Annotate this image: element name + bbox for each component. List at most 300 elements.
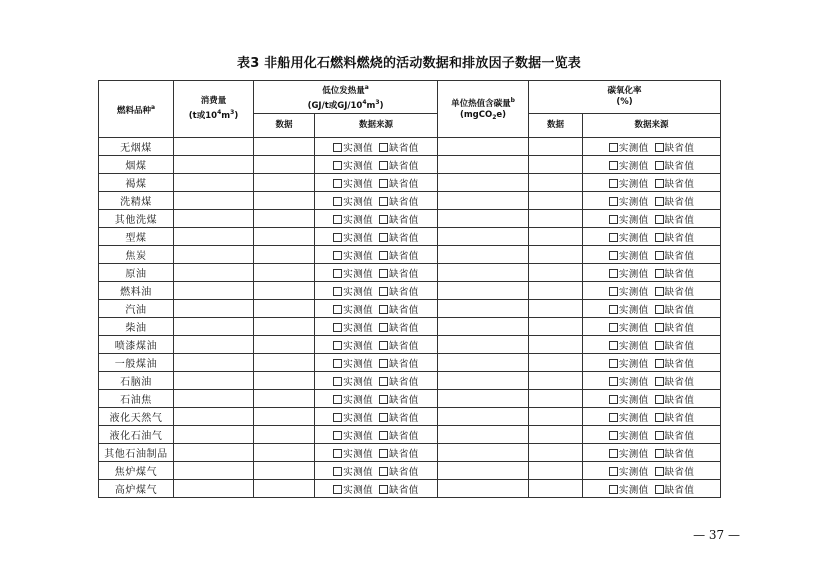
ncv-data-cell[interactable] [254, 192, 315, 210]
default-checkbox[interactable] [379, 179, 419, 190]
carbon-content-cell[interactable] [438, 192, 529, 210]
measured-checkbox[interactable] [609, 485, 649, 496]
data-source-options [583, 246, 721, 264]
data-source-options [315, 210, 438, 228]
checkbox-label: 实测值 [618, 178, 649, 190]
checkbox-icon[interactable] [655, 143, 664, 152]
default-checkbox[interactable] [379, 377, 419, 388]
default-checkbox[interactable] [379, 233, 419, 244]
checkbox-icon[interactable] [609, 467, 618, 476]
default-checkbox[interactable] [379, 161, 419, 172]
checkbox-label: 缺省值 [389, 412, 419, 424]
data-source-options [583, 138, 721, 156]
measured-checkbox[interactable] [333, 287, 373, 298]
checkbox-label: 缺省值 [664, 250, 695, 262]
ncv-data-cell[interactable] [254, 282, 315, 300]
ncv-data-cell[interactable] [254, 372, 315, 390]
checkbox-icon[interactable] [655, 251, 664, 260]
default-checkbox[interactable] [379, 359, 419, 370]
default-checkbox[interactable] [655, 287, 695, 298]
measured-checkbox[interactable] [609, 467, 649, 478]
checkbox-label: 缺省值 [389, 142, 419, 154]
consumption-cell[interactable] [174, 156, 254, 174]
checkbox-label: 缺省值 [664, 322, 695, 334]
oxidation-data-cell[interactable] [529, 174, 583, 192]
checkbox-icon[interactable] [333, 233, 342, 242]
carbon-content-cell[interactable] [438, 372, 529, 390]
checkbox-icon[interactable] [609, 179, 618, 188]
fuel-name: 石油焦 [99, 390, 174, 408]
checkbox-icon[interactable] [379, 161, 388, 170]
checkbox-icon[interactable] [379, 485, 388, 494]
checkbox-icon[interactable] [655, 341, 664, 350]
default-checkbox[interactable] [379, 305, 419, 316]
oxidation-data-cell[interactable] [529, 462, 583, 480]
checkbox-label: 缺省值 [389, 160, 419, 172]
measured-checkbox[interactable] [333, 323, 373, 334]
oxidation-data-cell[interactable] [529, 156, 583, 174]
checkbox-icon[interactable] [333, 449, 342, 458]
checkbox-icon[interactable] [609, 197, 618, 206]
checkbox-icon[interactable] [609, 143, 618, 152]
consumption-cell[interactable] [174, 210, 254, 228]
measured-checkbox[interactable] [333, 395, 373, 406]
measured-checkbox[interactable] [609, 413, 649, 424]
checkbox-icon[interactable] [333, 359, 342, 368]
data-source-options [315, 156, 438, 174]
oxidation-data-cell[interactable] [529, 354, 583, 372]
measured-checkbox[interactable] [609, 431, 649, 442]
ncv-data-cell[interactable] [254, 264, 315, 282]
default-checkbox[interactable] [655, 197, 695, 208]
oxidation-data-cell[interactable] [529, 444, 583, 462]
consumption-cell[interactable] [174, 228, 254, 246]
default-checkbox[interactable] [655, 143, 695, 154]
default-checkbox[interactable] [379, 467, 419, 478]
measured-checkbox[interactable] [333, 197, 373, 208]
fuel-name: 无烟煤 [99, 138, 174, 156]
carbon-content-cell[interactable] [438, 156, 529, 174]
checkbox-icon[interactable] [655, 431, 664, 440]
oxidation-data-cell[interactable] [529, 426, 583, 444]
measured-checkbox[interactable] [333, 377, 373, 388]
ncv-data-cell[interactable] [254, 426, 315, 444]
table-row [99, 408, 721, 426]
checkbox-icon[interactable] [655, 287, 664, 296]
measured-checkbox[interactable] [609, 233, 649, 244]
measured-checkbox[interactable] [333, 449, 373, 460]
data-source-options [583, 426, 721, 444]
measured-checkbox[interactable] [609, 395, 649, 406]
measured-checkbox[interactable] [609, 143, 649, 154]
checkbox-icon[interactable] [655, 449, 664, 458]
carbon-content-cell[interactable] [438, 228, 529, 246]
checkbox-icon[interactable] [655, 215, 664, 224]
default-checkbox[interactable] [655, 305, 695, 316]
checkbox-label: 实测值 [618, 340, 649, 352]
checkbox-label: 缺省值 [389, 466, 419, 478]
checkbox-icon[interactable] [333, 467, 342, 476]
default-checkbox[interactable] [655, 341, 695, 352]
checkbox-icon[interactable] [333, 395, 342, 404]
ncv-data-cell[interactable] [254, 444, 315, 462]
checkbox-icon[interactable] [609, 161, 618, 170]
checkbox-icon[interactable] [333, 161, 342, 170]
default-checkbox[interactable] [379, 287, 419, 298]
default-checkbox[interactable] [379, 341, 419, 352]
oxidation-data-cell[interactable] [529, 264, 583, 282]
checkbox-icon[interactable] [379, 395, 388, 404]
carbon-content-cell[interactable] [438, 390, 529, 408]
checkbox-label: 实测值 [618, 448, 649, 460]
oxidation-data-cell[interactable] [529, 246, 583, 264]
measured-checkbox[interactable] [333, 251, 373, 262]
measured-checkbox[interactable] [609, 323, 649, 334]
carbon-content-cell[interactable] [438, 318, 529, 336]
measured-checkbox[interactable] [333, 413, 373, 424]
measured-checkbox[interactable] [333, 431, 373, 442]
consumption-cell[interactable] [174, 426, 254, 444]
checkbox-icon[interactable] [379, 143, 388, 152]
default-checkbox[interactable] [655, 269, 695, 280]
checkbox-label: 实测值 [618, 232, 649, 244]
checkbox-icon[interactable] [379, 341, 388, 350]
checkbox-icon[interactable] [609, 485, 618, 494]
default-checkbox[interactable] [655, 395, 695, 406]
default-checkbox[interactable] [655, 179, 695, 190]
oxidation-data-cell[interactable] [529, 282, 583, 300]
checkbox-icon[interactable] [379, 269, 388, 278]
oxidation-data-cell[interactable] [529, 138, 583, 156]
default-checkbox[interactable] [655, 359, 695, 370]
checkbox-icon[interactable] [379, 251, 388, 260]
checkbox-label: 缺省值 [664, 196, 695, 208]
checkbox-icon[interactable] [609, 449, 618, 458]
measured-checkbox[interactable] [609, 269, 649, 280]
table-row [99, 138, 721, 156]
data-source-options [583, 336, 721, 354]
table-row [99, 354, 721, 372]
checkbox-icon[interactable] [379, 467, 388, 476]
measured-checkbox[interactable] [333, 341, 373, 352]
oxidation-data-cell[interactable] [529, 408, 583, 426]
default-checkbox[interactable] [655, 467, 695, 478]
default-checkbox[interactable] [379, 215, 419, 226]
carbon-content-cell[interactable] [438, 210, 529, 228]
checkbox-icon[interactable] [655, 233, 664, 242]
oxidation-data-cell[interactable] [529, 336, 583, 354]
checkbox-icon[interactable] [379, 197, 388, 206]
ncv-data-cell[interactable] [254, 318, 315, 336]
checkbox-icon[interactable] [333, 269, 342, 278]
checkbox-label: 实测值 [343, 376, 373, 388]
checkbox-icon[interactable] [379, 413, 388, 422]
oxidation-data-cell[interactable] [529, 192, 583, 210]
ncv-data-cell[interactable] [254, 156, 315, 174]
checkbox-label: 实测值 [343, 412, 373, 424]
data-source-options [315, 228, 438, 246]
data-source-options [583, 228, 721, 246]
checkbox-icon[interactable] [609, 251, 618, 260]
checkbox-icon[interactable] [655, 269, 664, 278]
ncv-data-cell[interactable] [254, 246, 315, 264]
checkbox-icon[interactable] [609, 413, 618, 422]
checkbox-label: 缺省值 [664, 412, 695, 424]
data-source-options [583, 192, 721, 210]
default-checkbox[interactable] [655, 251, 695, 262]
fuel-name: 烟煤 [99, 156, 174, 174]
measured-checkbox[interactable] [333, 269, 373, 280]
consumption-cell[interactable] [174, 372, 254, 390]
ncv-data-cell[interactable] [254, 462, 315, 480]
checkbox-icon[interactable] [609, 215, 618, 224]
default-checkbox[interactable] [655, 233, 695, 244]
checkbox-icon[interactable] [333, 143, 342, 152]
checkbox-icon[interactable] [609, 305, 618, 314]
checkbox-label: 缺省值 [664, 394, 695, 406]
checkbox-icon[interactable] [333, 485, 342, 494]
oxidation-data-cell[interactable] [529, 300, 583, 318]
checkbox-icon[interactable] [655, 359, 664, 368]
data-source-options [315, 408, 438, 426]
data-source-options [583, 156, 721, 174]
ncv-data-cell[interactable] [254, 138, 315, 156]
checkbox-icon[interactable] [333, 431, 342, 440]
consumption-cell[interactable] [174, 246, 254, 264]
data-source-options [315, 174, 438, 192]
carbon-content-cell[interactable] [438, 426, 529, 444]
checkbox-icon[interactable] [379, 215, 388, 224]
carbon-content-cell[interactable] [438, 444, 529, 462]
data-source-options [315, 300, 438, 318]
checkbox-icon[interactable] [333, 323, 342, 332]
consumption-cell[interactable] [174, 444, 254, 462]
carbon-content-cell[interactable] [438, 264, 529, 282]
measured-checkbox[interactable] [333, 485, 373, 496]
ncv-data-cell[interactable] [254, 408, 315, 426]
header-fuel-type: 燃料品种$^a$ [99, 81, 174, 138]
default-checkbox[interactable] [379, 413, 419, 424]
measured-checkbox[interactable] [609, 251, 649, 262]
carbon-content-cell[interactable] [438, 282, 529, 300]
checkbox-icon[interactable] [333, 215, 342, 224]
measured-checkbox[interactable] [333, 143, 373, 154]
checkbox-icon[interactable] [379, 431, 388, 440]
oxidation-data-cell[interactable] [529, 390, 583, 408]
measured-checkbox[interactable] [609, 197, 649, 208]
checkbox-label: 缺省值 [664, 376, 695, 388]
consumption-cell[interactable] [174, 336, 254, 354]
oxidation-data-cell[interactable] [529, 318, 583, 336]
oxidation-data-cell[interactable] [529, 228, 583, 246]
table-row [99, 372, 721, 390]
consumption-cell[interactable] [174, 480, 254, 498]
checkbox-icon[interactable] [379, 305, 388, 314]
checkbox-icon[interactable] [379, 359, 388, 368]
ncv-data-cell[interactable] [254, 210, 315, 228]
checkbox-label: 缺省值 [389, 376, 419, 388]
default-checkbox[interactable] [655, 161, 695, 172]
measured-checkbox[interactable] [333, 215, 373, 226]
default-checkbox[interactable] [655, 323, 695, 334]
carbon-content-cell[interactable] [438, 246, 529, 264]
measured-checkbox[interactable] [609, 305, 649, 316]
carbon-content-cell[interactable] [438, 174, 529, 192]
consumption-cell[interactable] [174, 300, 254, 318]
checkbox-icon[interactable] [379, 323, 388, 332]
consumption-cell[interactable] [174, 264, 254, 282]
checkbox-icon[interactable] [655, 179, 664, 188]
ncv-data-cell[interactable] [254, 336, 315, 354]
oxidation-data-cell[interactable] [529, 372, 583, 390]
checkbox-icon[interactable] [379, 287, 388, 296]
checkbox-icon[interactable] [609, 377, 618, 386]
default-checkbox[interactable] [655, 377, 695, 388]
checkbox-icon[interactable] [655, 485, 664, 494]
checkbox-icon[interactable] [609, 269, 618, 278]
data-source-options [583, 372, 721, 390]
default-checkbox[interactable] [655, 413, 695, 424]
data-source-options [315, 138, 438, 156]
default-checkbox[interactable] [379, 323, 419, 334]
checkbox-icon[interactable] [655, 305, 664, 314]
measured-checkbox[interactable] [609, 215, 649, 226]
checkbox-icon[interactable] [333, 413, 342, 422]
measured-checkbox[interactable] [609, 449, 649, 460]
checkbox-icon[interactable] [333, 305, 342, 314]
ncv-data-cell[interactable] [254, 228, 315, 246]
checkbox-icon[interactable] [655, 323, 664, 332]
checkbox-icon[interactable] [655, 161, 664, 170]
carbon-content-cell[interactable] [438, 300, 529, 318]
default-checkbox[interactable] [379, 143, 419, 154]
consumption-cell[interactable] [174, 192, 254, 210]
measured-checkbox[interactable] [609, 287, 649, 298]
table-row [99, 318, 721, 336]
default-checkbox[interactable] [379, 449, 419, 460]
checkbox-icon[interactable] [379, 449, 388, 458]
checkbox-icon[interactable] [609, 287, 618, 296]
fuel-data-table [98, 80, 721, 498]
default-checkbox[interactable] [655, 215, 695, 226]
measured-checkbox[interactable] [333, 467, 373, 478]
checkbox-icon[interactable] [333, 179, 342, 188]
checkbox-label: 实测值 [618, 214, 649, 226]
default-checkbox[interactable] [379, 485, 419, 496]
measured-checkbox[interactable] [333, 161, 373, 172]
measured-checkbox[interactable] [333, 179, 373, 190]
checkbox-icon[interactable] [609, 395, 618, 404]
consumption-cell[interactable] [174, 174, 254, 192]
checkbox-icon[interactable] [609, 431, 618, 440]
checkbox-label: 缺省值 [664, 142, 695, 154]
measured-checkbox[interactable] [609, 179, 649, 190]
checkbox-icon[interactable] [655, 377, 664, 386]
measured-checkbox[interactable] [333, 359, 373, 370]
consumption-cell[interactable] [174, 318, 254, 336]
ncv-data-cell[interactable] [254, 480, 315, 498]
consumption-cell[interactable] [174, 408, 254, 426]
consumption-cell[interactable] [174, 354, 254, 372]
checkbox-label: 实测值 [618, 322, 649, 334]
checkbox-icon[interactable] [333, 197, 342, 206]
oxidation-data-cell[interactable] [529, 210, 583, 228]
header-ox-source: 数据来源 [583, 114, 721, 138]
consumption-cell[interactable] [174, 138, 254, 156]
checkbox-icon[interactable] [609, 323, 618, 332]
checkbox-icon[interactable] [655, 395, 664, 404]
checkbox-icon[interactable] [609, 233, 618, 242]
checkbox-icon[interactable] [655, 413, 664, 422]
checkbox-label: 缺省值 [664, 232, 695, 244]
checkbox-icon[interactable] [333, 287, 342, 296]
checkbox-label: 缺省值 [664, 304, 695, 316]
checkbox-icon[interactable] [379, 377, 388, 386]
default-checkbox[interactable] [655, 485, 695, 496]
consumption-cell[interactable] [174, 282, 254, 300]
ncv-data-cell[interactable] [254, 174, 315, 192]
measured-checkbox[interactable] [333, 305, 373, 316]
default-checkbox[interactable] [379, 431, 419, 442]
checkbox-label: 实测值 [343, 322, 373, 334]
checkbox-icon[interactable] [609, 359, 618, 368]
fuel-name: 燃料油 [99, 282, 174, 300]
data-source-options [583, 480, 721, 498]
measured-checkbox[interactable] [609, 341, 649, 352]
consumption-cell[interactable] [174, 390, 254, 408]
checkbox-icon[interactable] [609, 341, 618, 350]
checkbox-icon[interactable] [333, 377, 342, 386]
carbon-content-cell[interactable] [438, 408, 529, 426]
measured-checkbox[interactable] [609, 161, 649, 172]
ncv-data-cell[interactable] [254, 300, 315, 318]
data-source-options [315, 264, 438, 282]
measured-checkbox[interactable] [609, 359, 649, 370]
data-source-options [583, 210, 721, 228]
checkbox-label: 缺省值 [389, 430, 419, 442]
checkbox-icon[interactable] [333, 341, 342, 350]
measured-checkbox[interactable] [609, 377, 649, 388]
checkbox-label: 缺省值 [664, 340, 695, 352]
ncv-data-cell[interactable] [254, 390, 315, 408]
default-checkbox[interactable] [379, 251, 419, 262]
carbon-content-cell[interactable] [438, 354, 529, 372]
default-checkbox[interactable] [655, 449, 695, 460]
oxidation-data-cell[interactable] [529, 480, 583, 498]
default-checkbox[interactable] [379, 197, 419, 208]
default-checkbox[interactable] [379, 269, 419, 280]
measured-checkbox[interactable] [333, 233, 373, 244]
checkbox-icon[interactable] [379, 179, 388, 188]
checkbox-icon[interactable] [655, 467, 664, 476]
fuel-name: 焦炉煤气 [99, 462, 174, 480]
data-source-options [315, 462, 438, 480]
checkbox-label: 实测值 [618, 394, 649, 406]
default-checkbox[interactable] [655, 431, 695, 442]
carbon-content-cell[interactable] [438, 462, 529, 480]
checkbox-icon[interactable] [655, 197, 664, 206]
checkbox-label: 实测值 [343, 286, 373, 298]
carbon-content-cell[interactable] [438, 480, 529, 498]
fuel-name: 液化天然气 [99, 408, 174, 426]
consumption-cell[interactable] [174, 462, 254, 480]
checkbox-icon[interactable] [333, 251, 342, 260]
ncv-data-cell[interactable] [254, 354, 315, 372]
checkbox-icon[interactable] [379, 233, 388, 242]
default-checkbox[interactable] [379, 395, 419, 406]
carbon-content-cell[interactable] [438, 138, 529, 156]
carbon-content-cell[interactable] [438, 336, 529, 354]
